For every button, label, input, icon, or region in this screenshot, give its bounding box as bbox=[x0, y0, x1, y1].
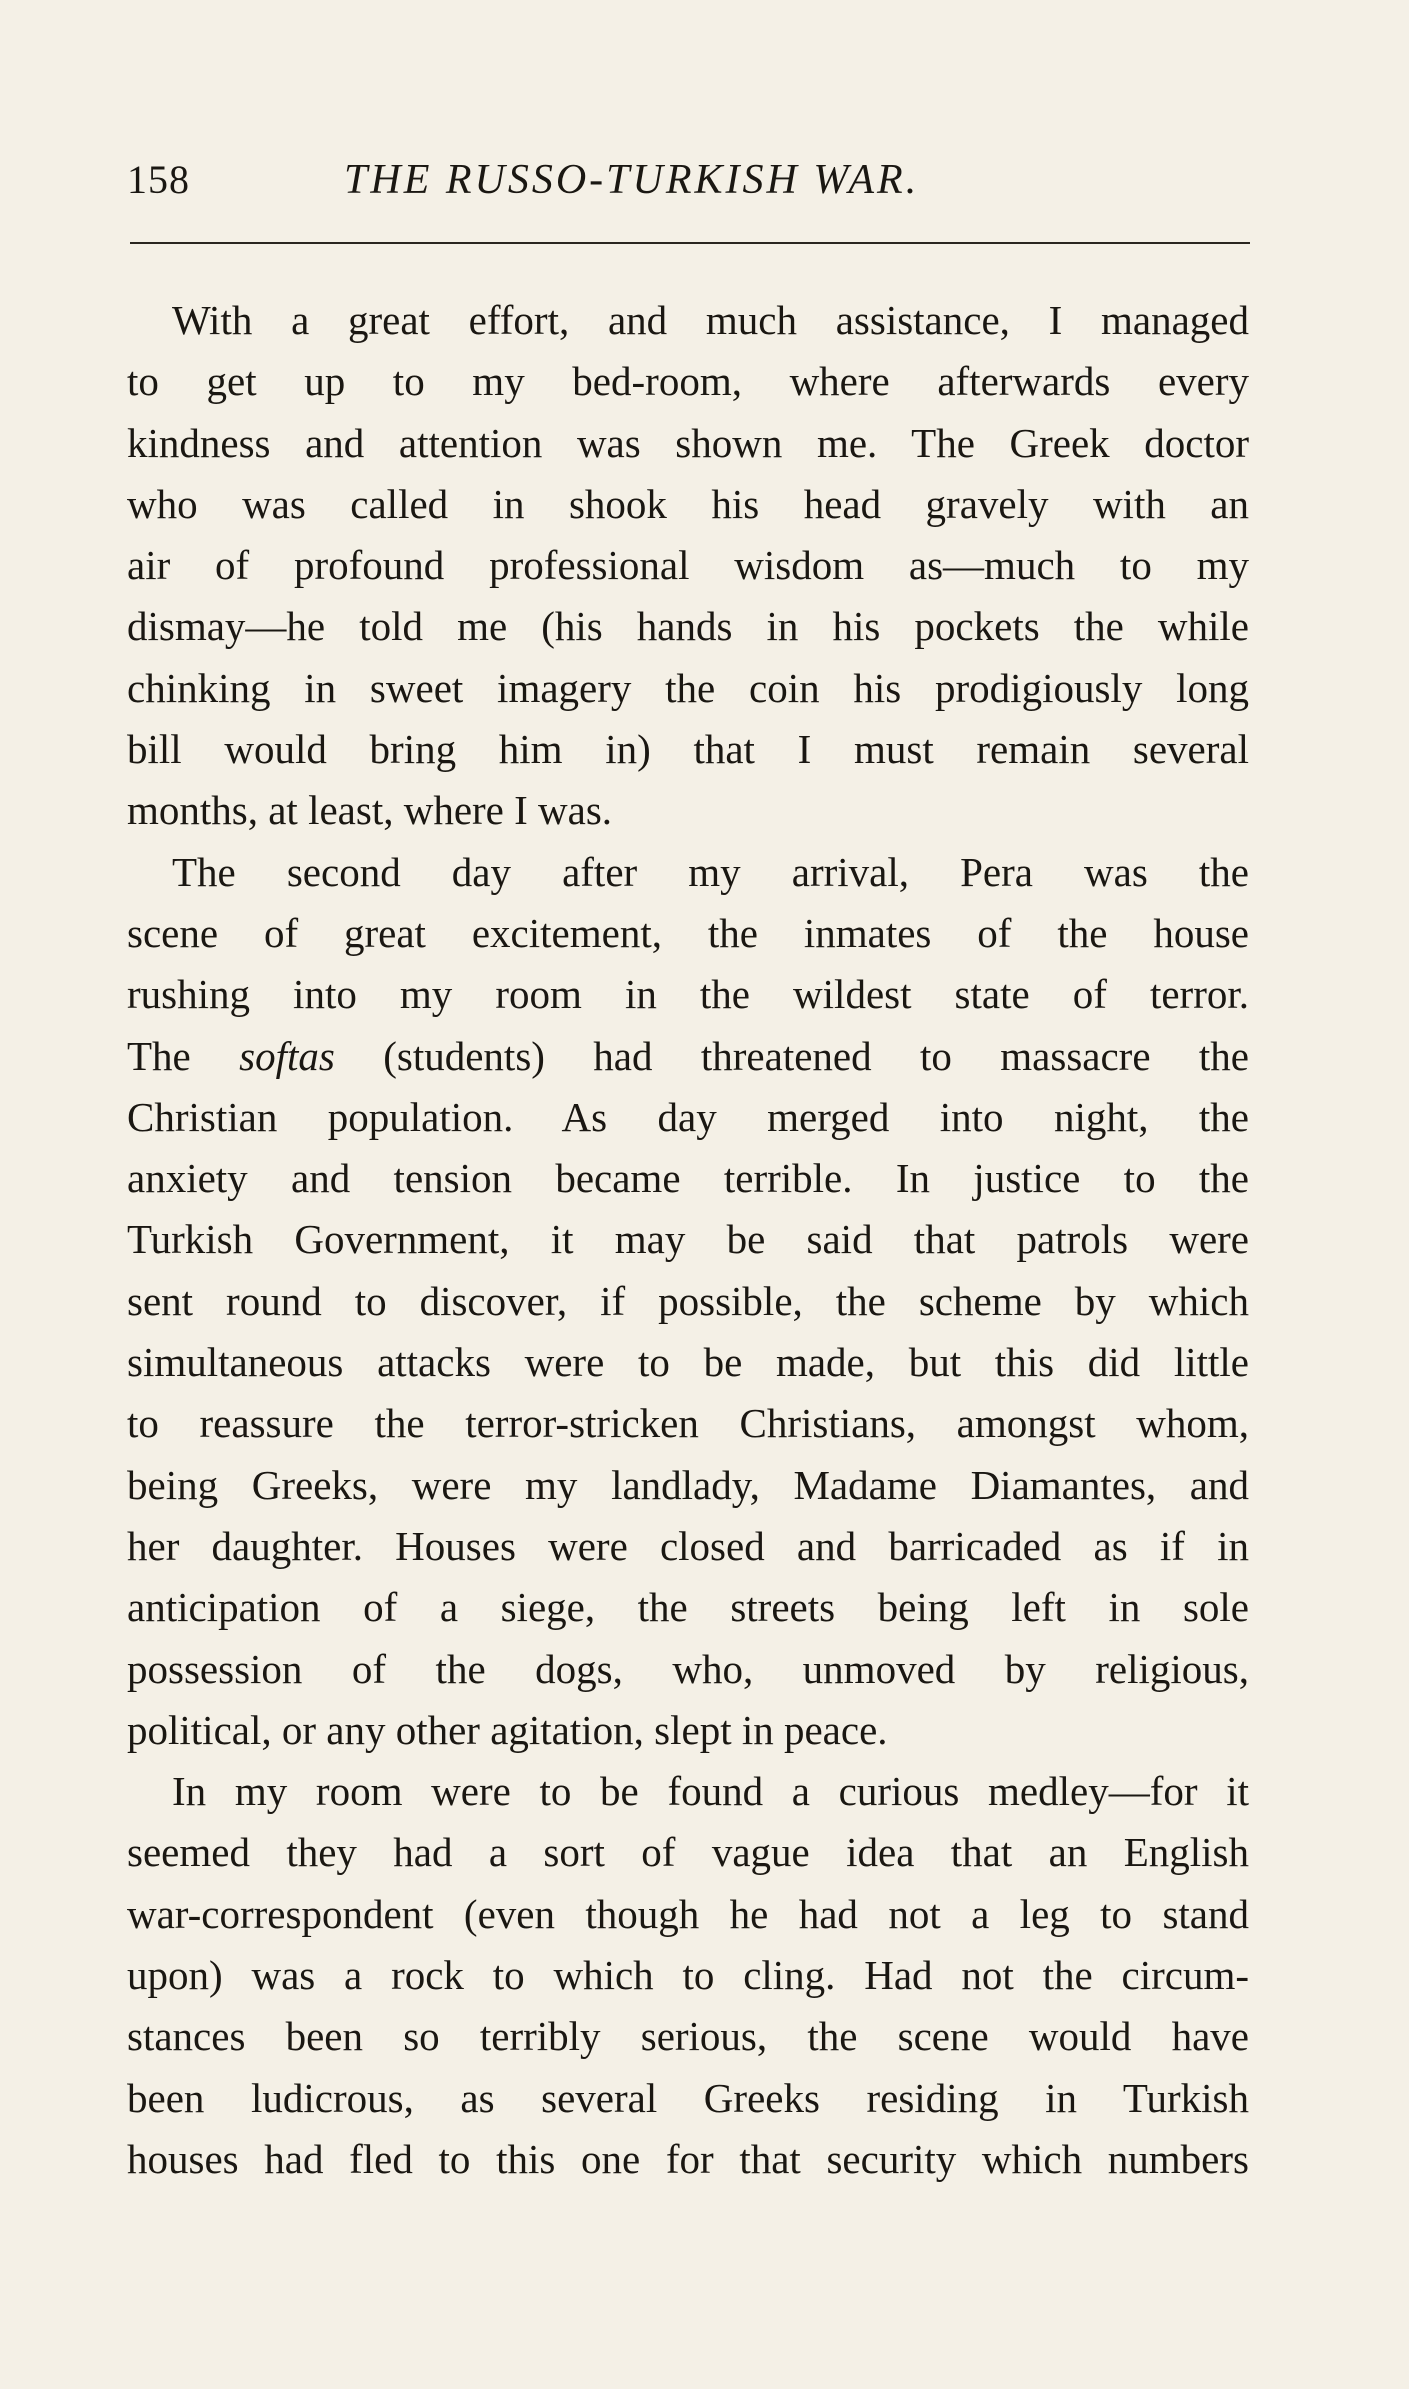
text-line: Turkish Government, it may be said that patrols were bbox=[127, 1216, 1249, 1263]
text-line: Christian population. As day merged into night, the bbox=[127, 1093, 1249, 1140]
text-line: simultaneous attacks were to be made, but this did little bbox=[127, 1339, 1249, 1386]
text-line: upon) was a rock to which to cling. Had not the circum- bbox=[127, 1952, 1249, 1999]
page-number: 158 bbox=[127, 157, 190, 202]
text-line: In my room were to be found a curious medley—for it bbox=[172, 1768, 1249, 1815]
text-line: her daughter. Houses were closed and barricaded as if in bbox=[127, 1522, 1249, 1569]
text-line: The second day after my arrival, Pera was the bbox=[172, 848, 1249, 895]
text-line: anticipation of a siege, the streets being left in sole bbox=[127, 1584, 1249, 1631]
text-line: scene of great excitement, the inmates of the house bbox=[127, 909, 1249, 956]
text-line: who was called in shook his head gravely with an bbox=[127, 480, 1249, 527]
text-line: air of profound professional wisdom as—much to my bbox=[127, 542, 1249, 589]
text-segment: (students) had threatened to massacre the bbox=[334, 1032, 1249, 1079]
text-line: to get up to my bed-room, where afterwards every bbox=[127, 358, 1249, 405]
text-line bbox=[127, 1026, 1249, 1087]
text-line: political, or any other agitation, slept in peace. bbox=[127, 1706, 888, 1753]
body-text bbox=[127, 290, 1249, 2190]
text-line: anxiety and tension became terrible. In justice to the bbox=[127, 1155, 1249, 1202]
running-head bbox=[127, 150, 1249, 210]
header-rule bbox=[130, 242, 1250, 244]
text-line: rushing into my room in the wildest state of terror. bbox=[127, 971, 1249, 1018]
text-line: stances been so terribly serious, the scene would have bbox=[127, 2013, 1249, 2060]
text-line: being Greeks, were my landlady, Madame Diamantes, and bbox=[127, 1461, 1249, 1508]
text-line: war-correspondent (even though he had not a leg to stand bbox=[127, 1890, 1249, 1937]
text-line: chinking in sweet imagery the coin his prodigiously long bbox=[127, 664, 1249, 711]
text-line: houses had fled to this one for that security which numbers bbox=[127, 2135, 1249, 2182]
text-line: bill would bring him in) that I must remain several bbox=[127, 726, 1249, 773]
text-segment: The bbox=[127, 1032, 240, 1079]
text-line: kindness and attention was shown me. The Greek doctor bbox=[127, 419, 1249, 466]
text-line: seemed they had a sort of vague idea that an English bbox=[127, 1829, 1249, 1876]
text-line: sent round to discover, if possible, the scheme by which bbox=[127, 1277, 1249, 1324]
text-line: dismay—he told me (his hands in his pockets the while bbox=[127, 603, 1249, 650]
text-line: to reassure the terror-stricken Christians, amongst whom, bbox=[127, 1400, 1249, 1447]
italic-term-softas: softas bbox=[239, 1032, 335, 1079]
text-line: With a great effort, and much assistance, I managed bbox=[172, 297, 1249, 343]
text-line: months, at least, where I was. bbox=[127, 787, 613, 834]
text-line: been ludicrous, as several Greeks residing in Turkish bbox=[127, 2074, 1249, 2121]
running-title: THE RUSSO-TURKISH WAR. bbox=[344, 157, 920, 203]
text-line: possession of the dogs, who, unmoved by religious, bbox=[127, 1645, 1249, 1692]
